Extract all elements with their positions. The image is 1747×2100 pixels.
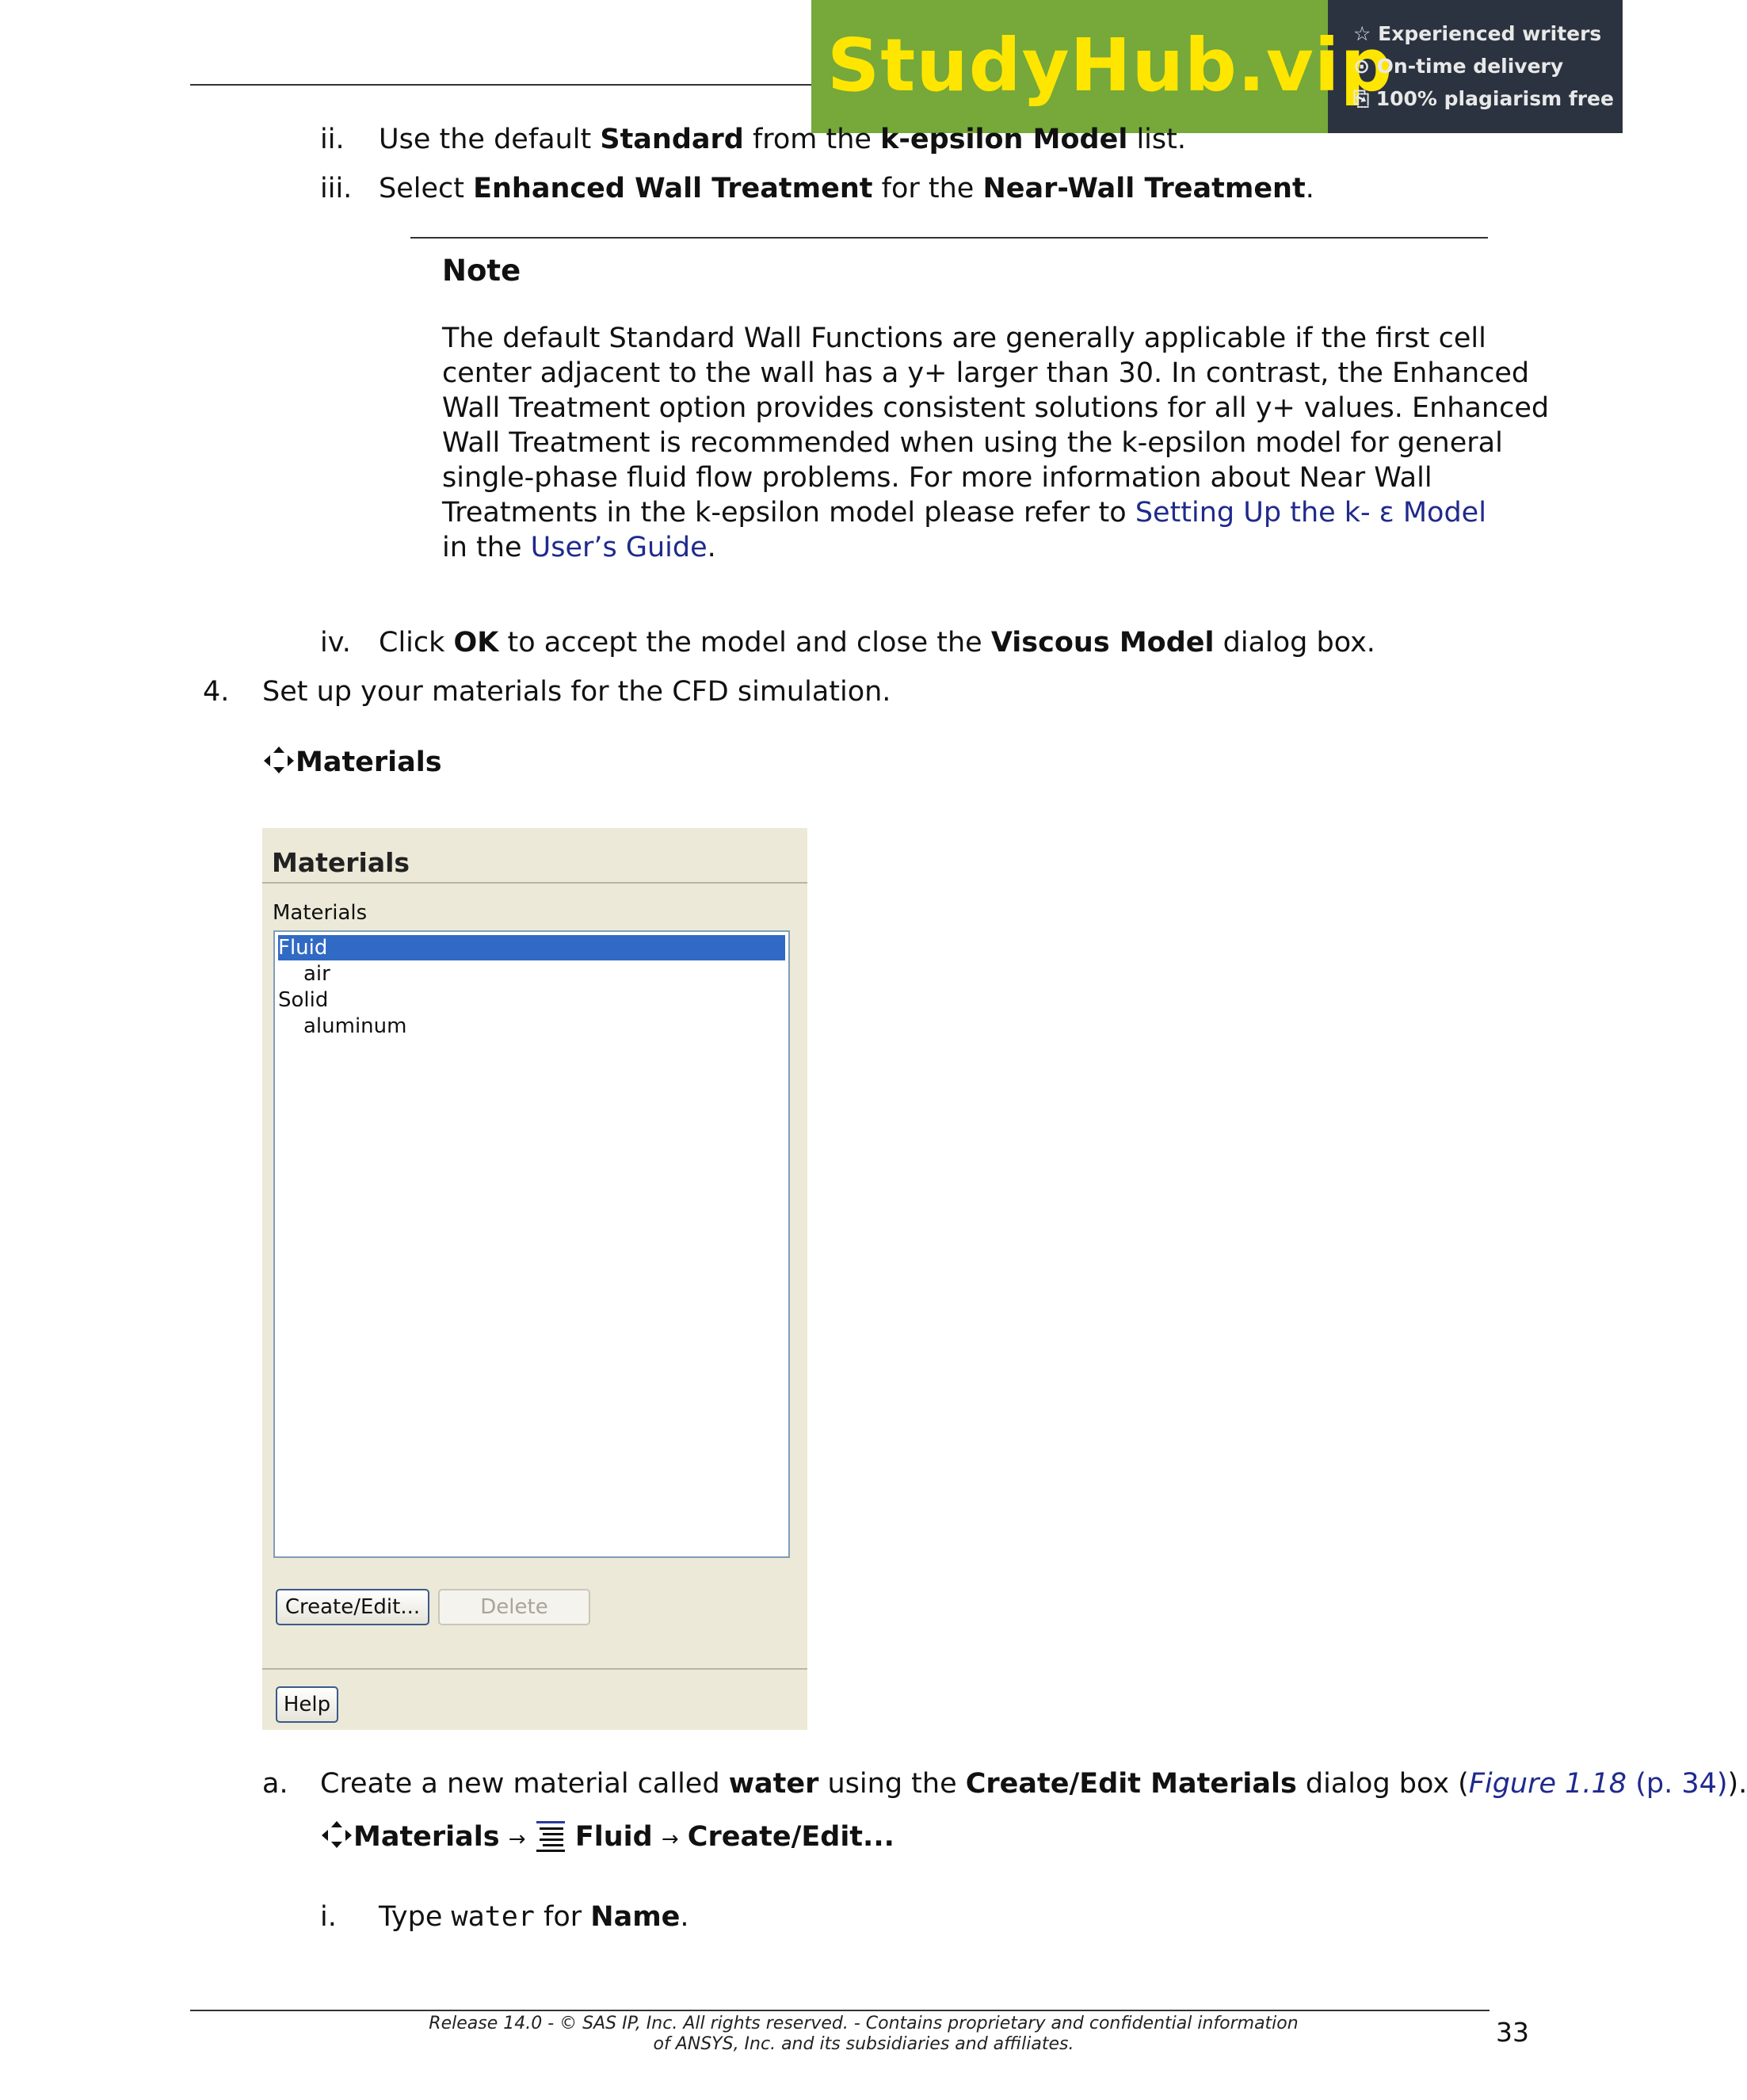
note-line: The default Standard Wall Functions are generally applicable if the first cell — [442, 323, 1486, 354]
setting-up-k-epsilon-link[interactable]: Setting Up the k- ε Model — [1135, 497, 1486, 529]
navigation-arrows-icon — [262, 745, 296, 780]
note-line: Wall Treatment option provides consistent solutions for all y+ values. Enhanced — [442, 392, 1550, 424]
panel-title-divider — [262, 882, 807, 884]
materials-listbox[interactable] — [273, 930, 790, 1558]
step-i-number: i. — [320, 1901, 337, 1933]
help-button[interactable]: Help — [276, 1686, 338, 1723]
users-guide-link[interactable]: User’s Guide — [530, 532, 708, 563]
code-water: water — [451, 1901, 535, 1933]
footer-rule — [190, 2010, 1490, 2011]
list-item-fluid[interactable]: Fluid — [278, 935, 785, 960]
note-line: center adjacent to the wall has a y+ larger than 30. In contrast, the Enhanced — [442, 357, 1530, 389]
nav-path-create-edit[interactable]: Materials → Fluid → Create/Edit... — [320, 1819, 894, 1857]
list-item-solid[interactable]: Solid — [278, 988, 329, 1012]
page-number: 33 — [1496, 2017, 1529, 2048]
step-4-number: 4. — [203, 676, 230, 708]
delete-button[interactable]: Delete — [438, 1589, 590, 1625]
note-heading: Note — [442, 254, 521, 288]
panel-bottom-divider — [262, 1668, 807, 1670]
list-item-air[interactable]: air — [303, 962, 330, 986]
step-a-text: Create a new material called water using the Create/Edit Materials dialog box (Figure 1.18 (p. 34)). — [320, 1768, 1747, 1800]
panel-title: Materials — [272, 847, 410, 878]
page-link[interactable]: (p. 34) — [1627, 1768, 1728, 1800]
note-line: in the User’s Guide. — [442, 532, 716, 563]
nav-materials[interactable]: Materials — [262, 745, 442, 780]
banner-feature-delivery: ⊙ On-time delivery — [1353, 55, 1564, 78]
note-line: Wall Treatment is recommended when using the k-epsilon model for general — [442, 427, 1503, 459]
path-arrow: → — [508, 1827, 526, 1851]
path-arrow: → — [661, 1827, 679, 1851]
list-item-aluminum[interactable]: aluminum — [303, 1014, 407, 1038]
footer-copyright: Release 14.0 - © SAS IP, Inc. All rights reserved. - Contains proprietary and confidential information of ANSYS, Inc. and its subsidiaries and affiliates. — [429, 2014, 1299, 2054]
materials-list-label: Materials — [273, 901, 368, 925]
create-edit-button[interactable]: Create/Edit... — [276, 1589, 429, 1625]
note-body — [442, 321, 1549, 565]
note-line: Treatments in the k-epsilon model please refer to Setting Up the k- ε Model — [442, 497, 1486, 529]
step-ii-text: Use the default Standard from the k-epsilon Model list. — [379, 124, 1186, 155]
header-rule — [190, 84, 816, 86]
step-iii-text: Select Enhanced Wall Treatment for the Near-Wall Treatment. — [379, 173, 1314, 204]
step-iv-number: iv. — [320, 627, 351, 659]
step-iii-number: iii. — [320, 173, 353, 204]
navigation-arrows-icon — [320, 1819, 353, 1854]
step-i-text: Type water for Name. — [379, 1901, 689, 1933]
note-rule — [410, 237, 1488, 239]
materials-panel — [262, 828, 807, 1730]
step-ii-number: ii. — [320, 124, 345, 155]
step-4-text: Set up your materials for the CFD simulation. — [262, 676, 891, 708]
note-line: single-phase fluid flow problems. For more information about Near Wall — [442, 462, 1432, 494]
tree-list-icon — [535, 1819, 566, 1854]
step-a-number: a. — [262, 1768, 288, 1800]
banner-feature-plagiarism: ⎘ 100% plagiarism free — [1353, 87, 1614, 110]
step-iv-text: Click OK to accept the model and close the Viscous Model dialog box. — [379, 627, 1375, 659]
banner-feature-writers: ☆ Experienced writers — [1353, 22, 1602, 45]
figure-link[interactable]: Figure 1.18 — [1468, 1768, 1627, 1800]
studyhub-banner[interactable] — [811, 0, 1623, 133]
banner-brand: StudyHub.vip — [827, 23, 1394, 108]
